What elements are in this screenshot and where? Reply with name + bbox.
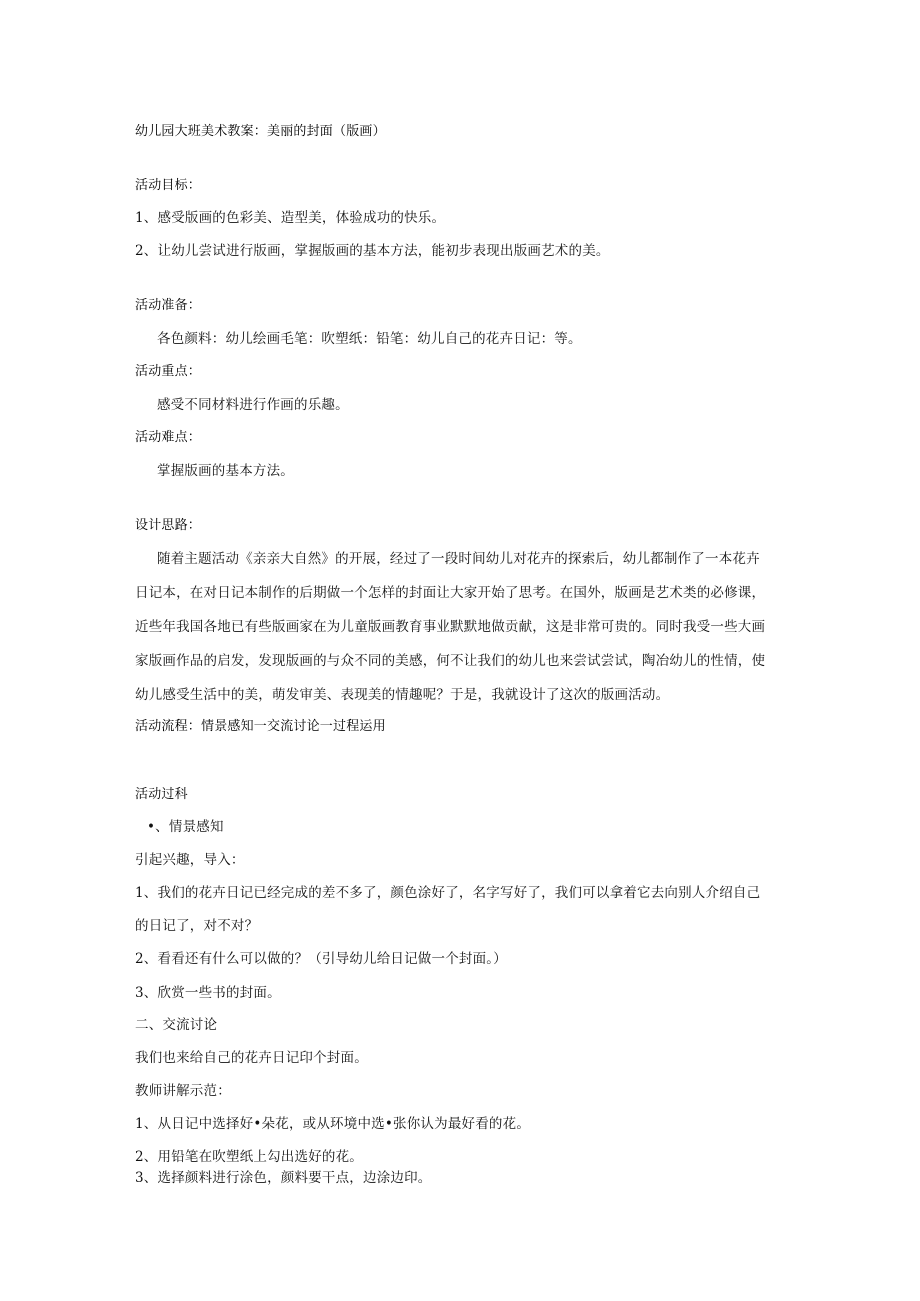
design-paragraph-line: 家版画作品的启发，发现版画的与众不同的美感，何不让我们的幼儿也来尝试尝试，陶冶幼儿的性情，使: [135, 653, 766, 669]
section1-title: •、情景感知: [147, 819, 224, 835]
flow-text: 活动流程：情景感知一交流讨论一过程运用: [135, 719, 386, 734]
section2-title: 二、交流讨论: [135, 1017, 218, 1033]
section1-item: 3、欣赏一些书的封面。: [135, 985, 281, 1001]
goals-heading: 活动目标：: [135, 178, 202, 193]
difficulty-text: 掌握版画的基本方法。: [157, 463, 294, 479]
preparation-heading: 活动准备：: [135, 298, 202, 313]
goal-item: 2、让幼儿尝试进行版画，掌握版画的基本方法，能初步表现出版画艺术的美。: [135, 243, 610, 259]
process-heading: 活动过科: [135, 787, 188, 802]
design-paragraph-line: 随着主题活动《亲亲大自然》的开展，经过了一段时间幼儿对花卉的探索后，幼儿都制作了一本花卉: [157, 551, 760, 567]
section1-intro: 引起兴趣，导入：: [135, 852, 245, 868]
design-heading: 设计思路：: [135, 518, 202, 533]
preparation-text: 各色颜料：幼儿绘画毛笔：吹塑纸：铅笔：幼儿自己的花卉日记：等。: [157, 331, 582, 347]
key-point-text: 感受不同材料进行作画的乐趣。: [157, 397, 349, 413]
design-paragraph-line: 幼儿感受生活中的美，萌发审美、表现美的情趣呢？于是，我就设计了这次的版画活动。: [135, 687, 670, 703]
section2-demo-label: 教师讲解示范：: [135, 1083, 231, 1099]
section2-item: 2、用铅笔在吹塑纸上勾出选好的花。: [135, 1149, 363, 1165]
section2-intro: 我们也来给自己的花卉日记印个封面。: [135, 1050, 368, 1066]
section1-item: 1、我们的花卉日记已经完成的差不多了，颜色涂好了，名字写好了，我们可以拿着它去向别人介绍自己: [135, 885, 761, 901]
section1-item: 的日记了，对不对？: [135, 918, 259, 934]
difficulty-heading: 活动难点：: [135, 430, 202, 445]
section2-item: 1、从日记中选择好•朵花，或从环境中选•张你认为最好看的花。: [135, 1116, 531, 1132]
document-title: 幼儿园大班美术教案：美丽的封面（版画）: [135, 124, 386, 139]
design-paragraph-line: 近些年我国各地已有些版画家在为儿童版画教育事业默默地做贡献，这是非常可贵的。同时我受一些大画: [135, 619, 766, 635]
key-point-heading: 活动重点：: [135, 364, 202, 379]
section2-item: 3、选择颜料进行涂色，颜料要干点，边涂边印。: [135, 1170, 432, 1186]
design-paragraph-line: 日记本，在对日记本制作的后期做一个怎样的封面让大家开始了思考。在国外，版画是艺术类的必修课，: [135, 585, 766, 601]
goal-item: 1、感受版画的色彩美、造型美，体验成功的快乐。: [135, 210, 446, 226]
section1-item: 2、看看还有什么可以做的？（引导幼儿给日记做一个封面。）: [135, 951, 507, 967]
